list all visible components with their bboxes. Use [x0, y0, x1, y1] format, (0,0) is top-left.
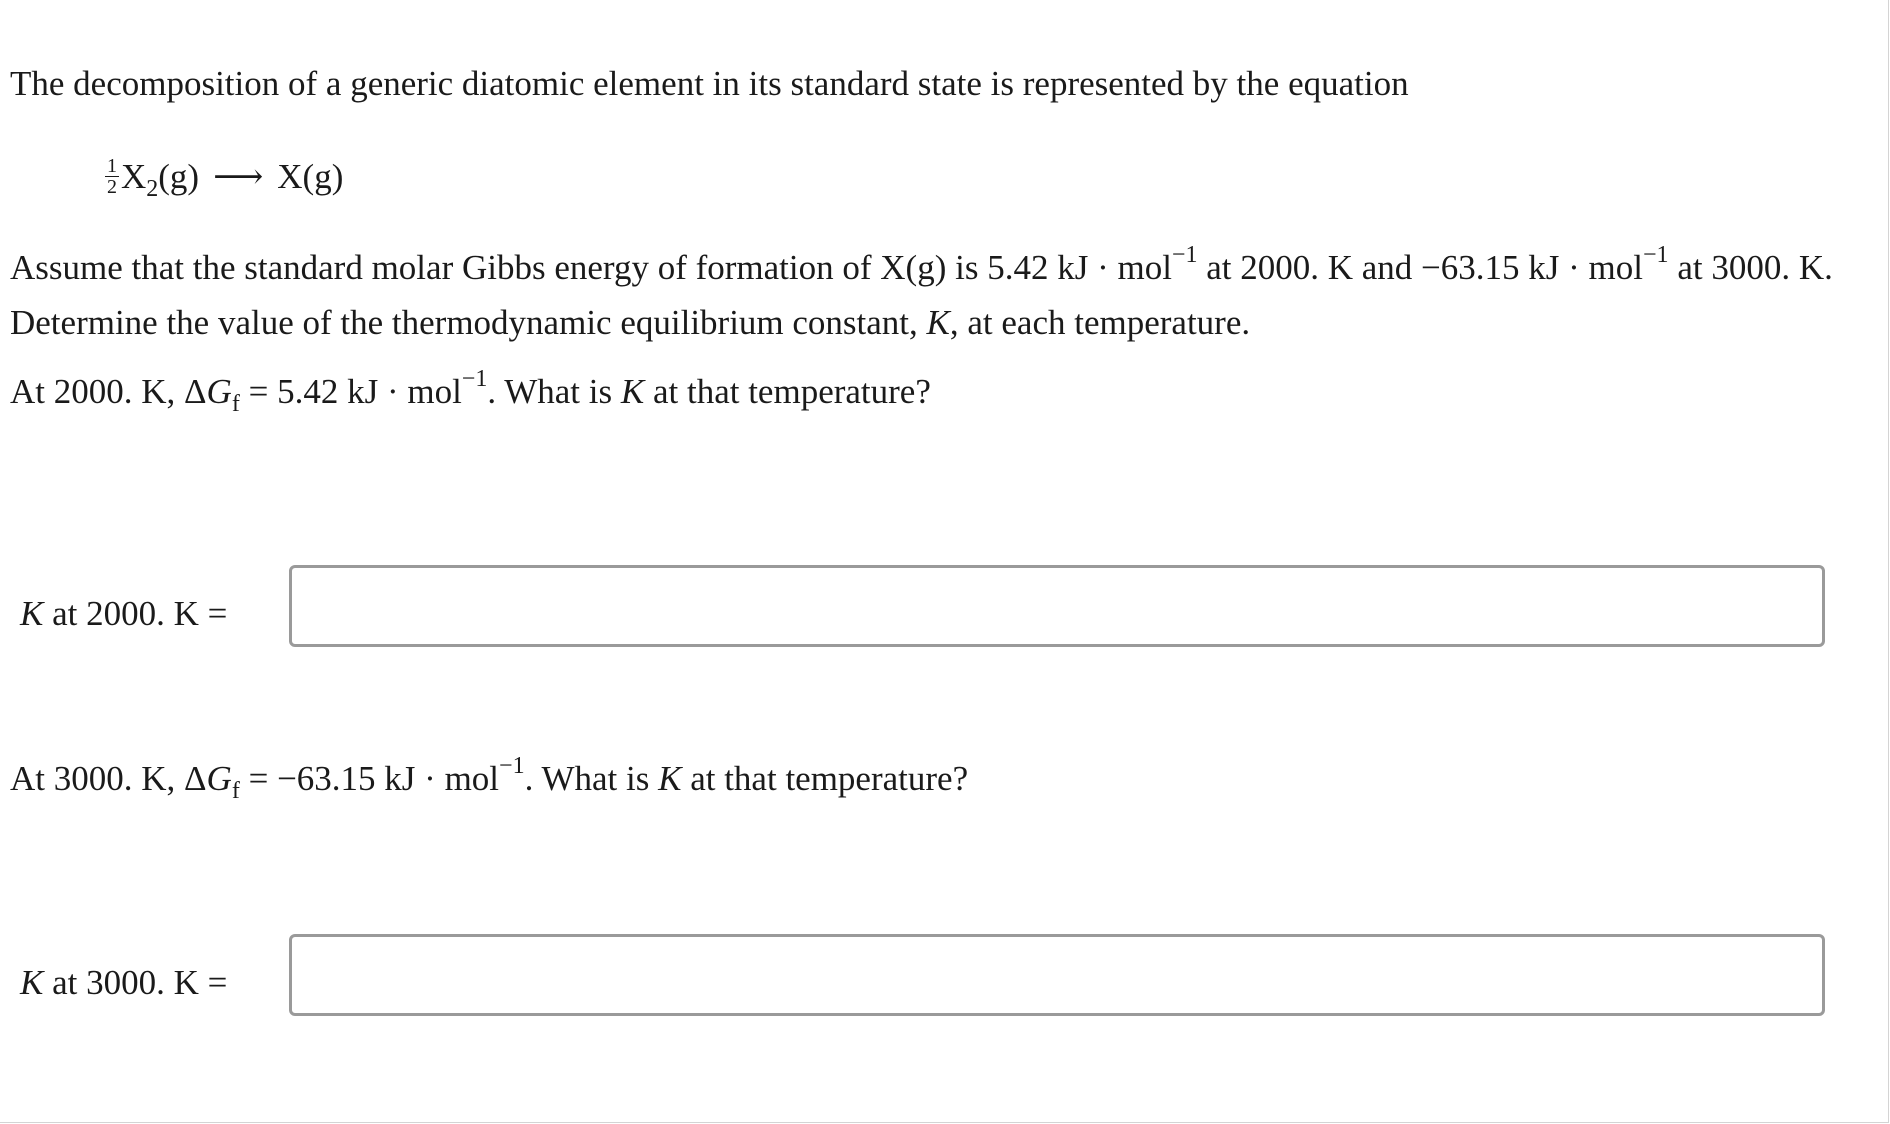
product: X(g): [277, 157, 344, 196]
q1-middle: . What is: [487, 372, 621, 411]
a1-K-variable: K: [20, 594, 44, 633]
answer-1-label: [20, 592, 227, 636]
q1-suffix: at that temperature?: [644, 372, 931, 411]
answer-2-input[interactable]: [289, 934, 1825, 1016]
assumption-paragraph: [10, 240, 1880, 350]
q2-middle: . What is: [524, 759, 659, 798]
q2-subscript: f: [231, 778, 240, 804]
assume-K-variable: K: [926, 303, 950, 342]
assume-part2: at 2000. K and −63.15 kJ · mol: [1197, 248, 1644, 287]
a2-label-text: at 3000. K =: [43, 963, 228, 1002]
q2-delta: Δ: [184, 759, 207, 798]
q2-prefix: At 3000. K,: [10, 759, 185, 798]
a2-K-variable: K: [20, 963, 44, 1002]
q2-G-variable: G: [206, 759, 232, 798]
fraction-numerator: 1: [107, 155, 117, 178]
answer-1-input[interactable]: [289, 565, 1825, 647]
q2-value: = −63.15 kJ · mol: [239, 759, 500, 798]
assume-exponent1: −1: [1171, 242, 1198, 269]
q1-delta: Δ: [184, 372, 207, 411]
question-2: [10, 753, 969, 804]
q1-K-variable: K: [620, 372, 645, 411]
question-1: [10, 366, 931, 417]
assume-exponent2: −1: [1643, 242, 1669, 269]
reaction-arrow: ⟶: [213, 157, 264, 196]
fraction-one-half: [105, 156, 119, 197]
assume-part1: Assume that the standard molar Gibbs energy of formation of X(g) is 5.42 kJ · mol: [10, 248, 1172, 287]
assume-part3: at 3000. K. Determine the value of the thermodynamic equilibrium constant,: [10, 248, 1833, 342]
q2-exponent: −1: [499, 753, 525, 780]
q1-value: = 5.42 kJ · mol: [239, 372, 462, 411]
a1-label-text: at 2000. K =: [43, 594, 228, 633]
chemical-equation: [105, 155, 343, 200]
q2-K-variable: K: [658, 759, 682, 798]
answer-2-label: [20, 961, 227, 1005]
q1-exponent: −1: [461, 366, 488, 393]
q1-G-variable: G: [206, 372, 232, 411]
q2-suffix: at that temperature?: [681, 759, 969, 798]
reactant-subscript: 2: [146, 176, 159, 202]
fraction-denominator: 2: [107, 176, 117, 199]
reactant-state: (g): [158, 157, 200, 196]
intro-text: The decomposition of a generic diatomic element in its standard state is represented by the equation: [10, 64, 1409, 103]
assume-part4: , at each temperature.: [949, 303, 1251, 342]
reactant-symbol: X: [121, 157, 147, 196]
q1-prefix: At 2000. K,: [10, 372, 185, 411]
q1-subscript: f: [231, 391, 240, 417]
